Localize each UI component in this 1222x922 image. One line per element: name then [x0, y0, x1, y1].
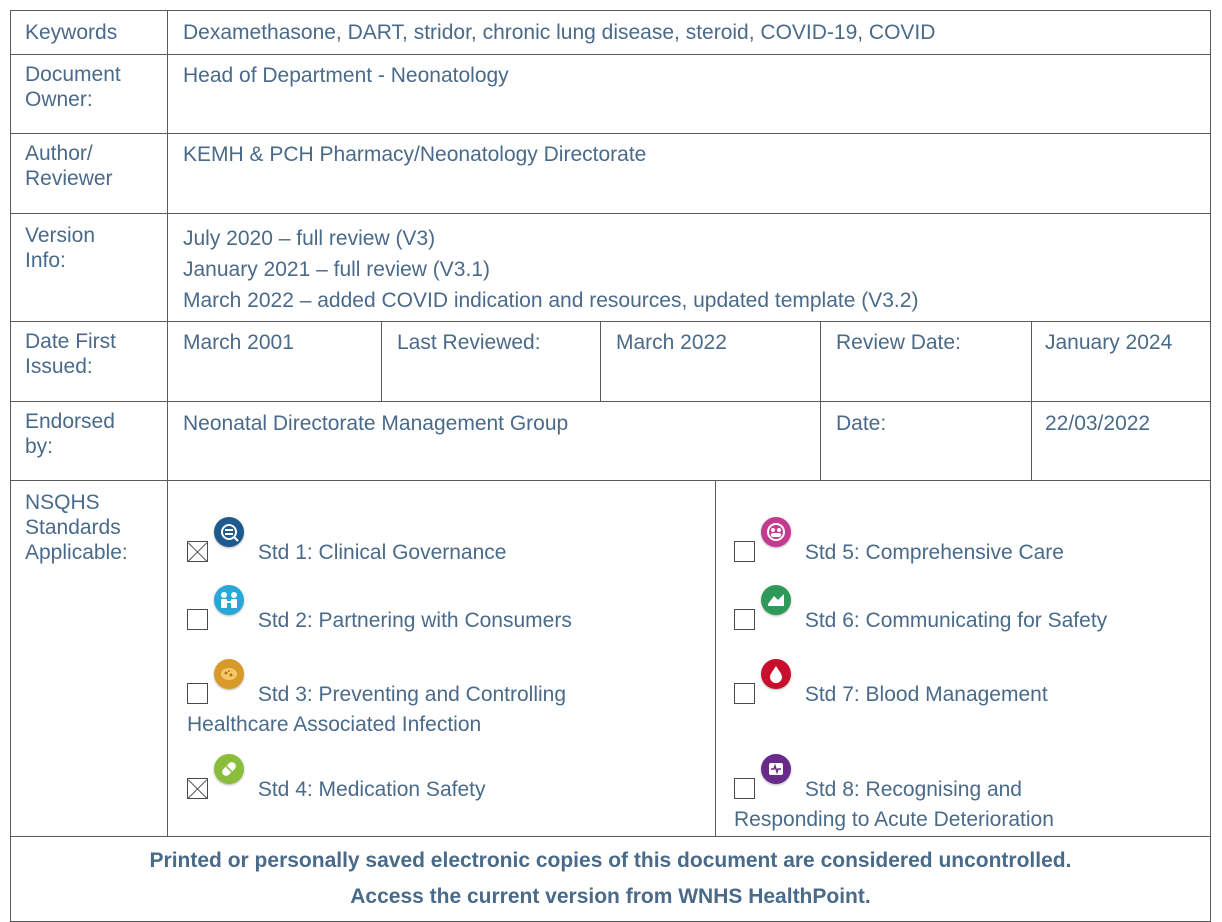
blood-management-icon: [761, 659, 791, 689]
standard-7: [734, 671, 1048, 708]
standard-5: [734, 529, 1064, 566]
standard-8-label-line1: Std 8: Recognising and: [804, 778, 1022, 801]
standard-6-checkbox[interactable]: [734, 609, 755, 630]
version-line: March 2022 – added COVID indication and resources, updated template (V3.2): [183, 289, 919, 312]
standard-4-checkbox[interactable]: [187, 778, 208, 799]
author-row: [11, 134, 1210, 214]
standard-8-checkbox[interactable]: [734, 778, 755, 799]
notice-line-1: Printed or personally saved electronic copies of this document are considered uncontrolled.: [149, 849, 1072, 872]
owner-row: [11, 55, 1210, 134]
author-value: KEMH & PCH Pharmacy/Neonatology Directorate: [183, 143, 647, 166]
standard-1: [187, 529, 506, 566]
date-first-issued-label: Date First Issued:: [11, 322, 168, 401]
last-reviewed-label: Last Reviewed:: [382, 322, 601, 401]
clinical-governance-icon: [214, 517, 244, 547]
partnering-consumers-icon: [214, 585, 244, 615]
review-date-label: Review Date:: [821, 322, 1032, 401]
dates-row: [11, 322, 1210, 402]
standard-3-checkbox[interactable]: [187, 683, 208, 704]
version-value: [168, 214, 918, 321]
version-label: Version Info:: [11, 214, 168, 321]
comprehensive-care-icon: [761, 517, 791, 547]
keywords-label: Keywords: [11, 11, 168, 54]
standard-3: [187, 671, 566, 739]
infection-control-icon: [214, 659, 244, 689]
standard-4-label: Std 4: Medication Safety: [257, 778, 486, 801]
keywords-value: Dexamethasone, DART, stridor, chronic lung disease, steroid, COVID-19, COVID: [183, 21, 936, 44]
endorsed-label: Endorsed by:: [11, 402, 168, 480]
version-line: July 2020 – full review (V3): [183, 227, 436, 250]
standard-5-checkbox[interactable]: [734, 541, 755, 562]
standard-6: [734, 597, 1107, 634]
uncontrolled-copy-notice: [11, 843, 1210, 915]
last-reviewed-value: March 2022: [601, 322, 821, 401]
endorsed-date-value: 22/03/2022: [1045, 412, 1151, 435]
standard-2-checkbox[interactable]: [187, 609, 208, 630]
review-date-value: January 2024: [1045, 331, 1173, 354]
acute-deterioration-icon: [761, 754, 791, 784]
standard-7-checkbox[interactable]: [734, 683, 755, 704]
nsqhs-label: NSQHS Standards Applicable:: [11, 481, 168, 836]
notice-line-2: Access the current version from WNHS HealthPoint.: [350, 885, 871, 908]
medication-safety-icon: [214, 754, 244, 784]
standard-8-label-line2: Responding to Acute Deterioration: [734, 808, 1054, 831]
keywords-row: [11, 11, 1210, 55]
standard-5-label: Std 5: Comprehensive Care: [804, 541, 1064, 564]
standard-4: [187, 766, 485, 803]
standard-1-label: Std 1: Clinical Governance: [257, 541, 507, 564]
standard-3-label-line2: Healthcare Associated Infection: [187, 713, 482, 736]
standard-2-label: Std 2: Partnering with Consumers: [257, 609, 572, 632]
standard-8: [734, 766, 1054, 834]
standard-1-checkbox[interactable]: [187, 541, 208, 562]
communicating-safety-icon: [761, 585, 791, 615]
document-info-table: [10, 10, 1211, 922]
standard-7-label: Std 7: Blood Management: [804, 683, 1048, 706]
version-line: January 2021 – full review (V3.1): [183, 258, 490, 281]
standard-6-label: Std 6: Communicating for Safety: [804, 609, 1108, 632]
standard-2: [187, 597, 572, 634]
endorsed-row: [11, 402, 1210, 481]
version-row: [11, 214, 1210, 322]
endorsed-date-label: Date:: [821, 402, 1032, 480]
author-label: Author/ Reviewer: [11, 134, 168, 213]
standard-3-label-line1: Std 3: Preventing and Controlling: [257, 683, 567, 706]
owner-label: Document Owner:: [11, 55, 168, 133]
owner-value: Head of Department - Neonatology: [183, 64, 509, 87]
nsqhs-row: [11, 481, 1210, 837]
date-first-issued-value: March 2001: [168, 322, 382, 401]
endorsed-value: Neonatal Directorate Management Group: [168, 402, 821, 480]
